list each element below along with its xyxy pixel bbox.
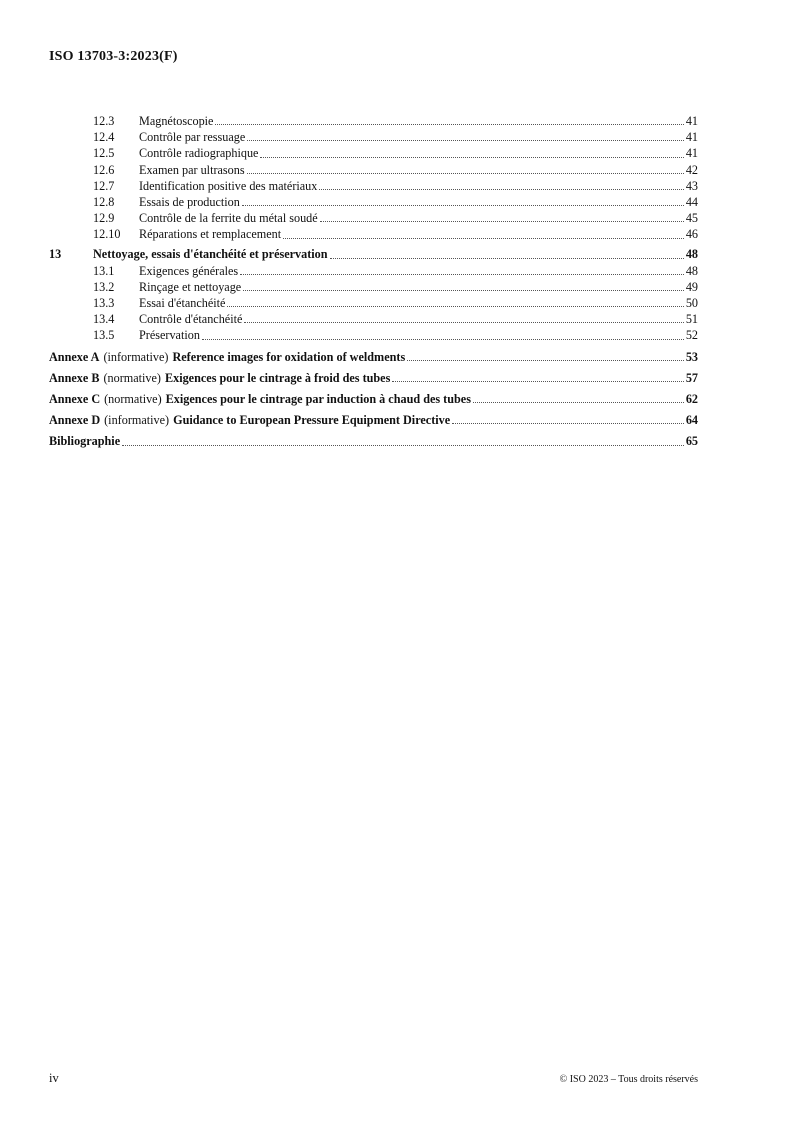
annex-page: 57: [685, 370, 698, 385]
dot-leader: [320, 221, 684, 222]
toc-entry-number: 12.7: [93, 178, 115, 193]
toc-entry-number: 13.4: [93, 312, 115, 327]
toc-section-title: Nettoyage, essais d'étanchéité et préservation: [93, 247, 328, 262]
toc-entry-title: Identification positive des matériaux: [139, 178, 318, 193]
toc-entry-title: Contrôle de la ferrite du métal soudé: [139, 211, 318, 226]
toc-entry-number: 13.5: [93, 328, 115, 343]
toc-entry-title: Magnétoscopie: [139, 113, 214, 128]
toc-section-page: 48: [685, 247, 698, 262]
toc-entry-title: Essai d'étanchéité: [139, 296, 226, 311]
page-number: iv: [49, 1071, 59, 1085]
annex-label: Annexe A: [49, 349, 100, 364]
toc-annex-d[interactable]: [49, 412, 698, 428]
annex-title: Exigences pour le cintrage à froid des tubes: [164, 370, 391, 385]
toc-entry-page: 41: [685, 146, 698, 161]
toc-entry-title: Examen par ultrasons: [139, 162, 245, 177]
toc-entry-number: 12.5: [93, 146, 115, 161]
toc-entry-title: Exigences générales: [139, 263, 239, 278]
dot-leader: [452, 423, 684, 424]
toc-entry-12-9[interactable]: [49, 210, 698, 226]
toc-section-13[interactable]: [49, 247, 698, 263]
toc-entry-page: 45: [685, 211, 698, 226]
dot-leader: [330, 258, 684, 259]
toc-entry-title: Réparations et remplacement: [139, 227, 282, 242]
toc-entry-13-3[interactable]: [49, 295, 698, 311]
toc-entry-page: 48: [685, 263, 698, 278]
toc-entry-page: 44: [685, 194, 698, 209]
toc-entry-number: 12.10: [93, 227, 121, 242]
toc-entry-number: 12.6: [93, 162, 115, 177]
toc-entry-13-2[interactable]: [49, 279, 698, 295]
annex-type: (informative): [104, 413, 170, 428]
dot-leader: [242, 205, 684, 206]
dot-leader: [122, 445, 684, 446]
toc-entry-page: 46: [685, 227, 698, 242]
copyright-notice: © ISO 2023 – Tous droits réservés: [559, 1074, 698, 1085]
document-id-header: ISO 13703-3:2023(F): [49, 49, 178, 64]
annex-page: 62: [685, 391, 698, 406]
annex-page: 64: [685, 413, 698, 428]
annex-label: Annexe C: [49, 391, 101, 406]
dot-leader: [240, 274, 684, 275]
toc-entry-13-4[interactable]: [49, 311, 698, 327]
dot-leader: [243, 290, 684, 291]
bibliography-title: Bibliographie: [49, 434, 121, 449]
dot-leader: [247, 173, 684, 174]
dot-leader: [202, 339, 684, 340]
bibliography-page: 65: [685, 434, 698, 449]
dot-leader: [283, 238, 684, 239]
toc-entry-page: 41: [685, 113, 698, 128]
dot-leader: [392, 381, 683, 382]
dot-leader: [319, 189, 683, 190]
annex-label: Annexe B: [49, 370, 100, 385]
toc-entry-page: 41: [685, 130, 698, 145]
toc-entry-12-8[interactable]: [49, 194, 698, 210]
dot-leader: [407, 360, 684, 361]
toc-entry-page: 43: [685, 178, 698, 193]
toc-entry-12-6[interactable]: [49, 162, 698, 178]
toc-entry-title: Contrôle radiographique: [139, 146, 259, 161]
toc-entry-title: Préservation: [139, 328, 200, 343]
toc-entry-title: Contrôle par ressuage: [139, 130, 246, 145]
toc-entry-number: 13.3: [93, 296, 115, 311]
toc-entry-page: 49: [685, 279, 698, 294]
toc-entry-title: Rinçage et nettoyage: [139, 279, 242, 294]
toc-entry-page: 42: [685, 162, 698, 177]
toc-entry-number: 12.3: [93, 113, 115, 128]
toc-entry-number: 13.1: [93, 263, 115, 278]
dot-leader: [244, 322, 683, 323]
toc-entry-13-5[interactable]: [49, 327, 698, 343]
dot-leader: [247, 140, 684, 141]
toc-entry-12-10[interactable]: [49, 226, 698, 242]
dot-leader: [215, 124, 683, 125]
annex-page: 53: [685, 349, 698, 364]
table-of-contents: [49, 113, 698, 450]
toc-entry-page: 52: [685, 328, 698, 343]
annex-title: Guidance to European Pressure Equipment Directive: [173, 413, 451, 428]
annex-label: Annexe D: [49, 413, 101, 428]
toc-entry-number: 12.4: [93, 130, 115, 145]
toc-entry-12-3[interactable]: [49, 113, 698, 129]
toc-section-number: 13: [49, 247, 62, 262]
dot-leader: [260, 157, 683, 158]
toc-entry-title: Essais de production: [139, 194, 240, 209]
annex-title: Reference images for oxidation of weldments: [172, 349, 406, 364]
toc-entry-13-1[interactable]: [49, 263, 698, 279]
dot-leader: [227, 306, 683, 307]
toc-entry-page: 51: [685, 312, 698, 327]
toc-entry-number: 12.9: [93, 211, 115, 226]
toc-entry-12-5[interactable]: [49, 145, 698, 161]
toc-entry-12-7[interactable]: [49, 178, 698, 194]
toc-annex-c[interactable]: [49, 391, 698, 407]
toc-entry-title: Contrôle d'étanchéité: [139, 312, 243, 327]
toc-entry-number: 13.2: [93, 279, 115, 294]
annex-type: (informative): [103, 349, 169, 364]
toc-entry-number: 12.8: [93, 194, 115, 209]
annex-type: (normative): [104, 391, 162, 406]
annex-type: (normative): [103, 370, 161, 385]
toc-entry-page: 50: [685, 296, 698, 311]
dot-leader: [473, 402, 684, 403]
toc-annex-a[interactable]: [49, 349, 698, 365]
toc-entry-12-4[interactable]: [49, 129, 698, 145]
toc-bibliography[interactable]: [49, 433, 698, 449]
toc-annex-b[interactable]: [49, 370, 698, 386]
annex-title: Exigences pour le cintrage par induction à chaud des tubes: [165, 391, 471, 406]
